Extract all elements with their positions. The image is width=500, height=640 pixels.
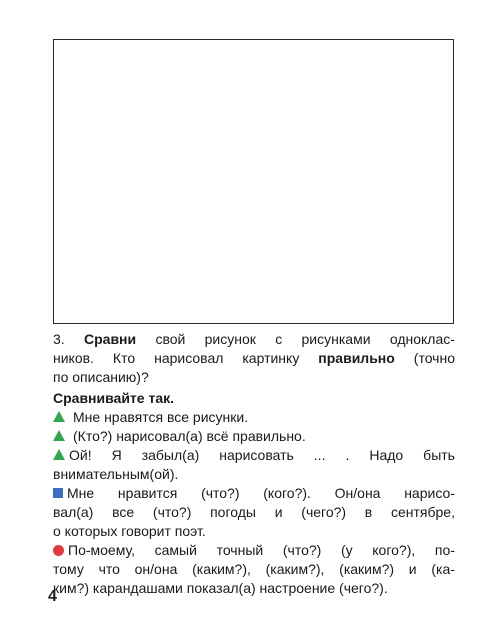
drawing-area xyxy=(53,39,454,324)
task-number: 3. xyxy=(53,331,65,347)
task-line-3: по описанию)? xyxy=(53,369,149,385)
list-item-continuation: о которых говорит поэт. xyxy=(53,523,206,539)
list-item-continuation: внимательным(ой). xyxy=(53,466,179,482)
task-line-2: ников. Кто нарисовал картинку правильно (точно xyxy=(53,350,455,366)
task-line-1: 3. Сравни свой рисунок с рисунками одноклас- xyxy=(53,331,455,347)
task-text xyxy=(53,330,455,598)
section-heading: Сравнивайте так. xyxy=(53,390,175,406)
red-circle-icon xyxy=(53,545,64,556)
list-item-continuation: ким?) карандашами показал(а) настроение (чего?). xyxy=(53,580,388,596)
green-triangle-icon xyxy=(53,411,65,422)
green-triangle-icon xyxy=(53,449,65,460)
blue-square-icon xyxy=(53,488,63,498)
list-item: Мне нравится (что?) (кого?). Он/она нарисо- xyxy=(53,484,455,503)
list-item: По-моему, самый точный (что?) (у кого?), по- xyxy=(53,541,455,560)
list-item: Ой! Я забыл(а) нарисовать ... . Надо быть xyxy=(53,446,455,465)
list-item-continuation: тому что он/она (каким?), (каким?), (каким?) и (ка- xyxy=(53,561,455,577)
keyword-compare: Сравни xyxy=(84,331,137,347)
green-triangle-icon xyxy=(53,430,65,441)
list-item: (Кто?) нарисовал(а) всё правильно. xyxy=(53,427,455,446)
list-item-continuation: вал(а) все (что?) погоды и (чего?) в сентябре, xyxy=(53,504,455,520)
page-number: 4 xyxy=(48,588,57,605)
list-item: Мне нравятся все рисунки. xyxy=(53,408,455,427)
keyword-correct: правильно xyxy=(318,350,395,366)
